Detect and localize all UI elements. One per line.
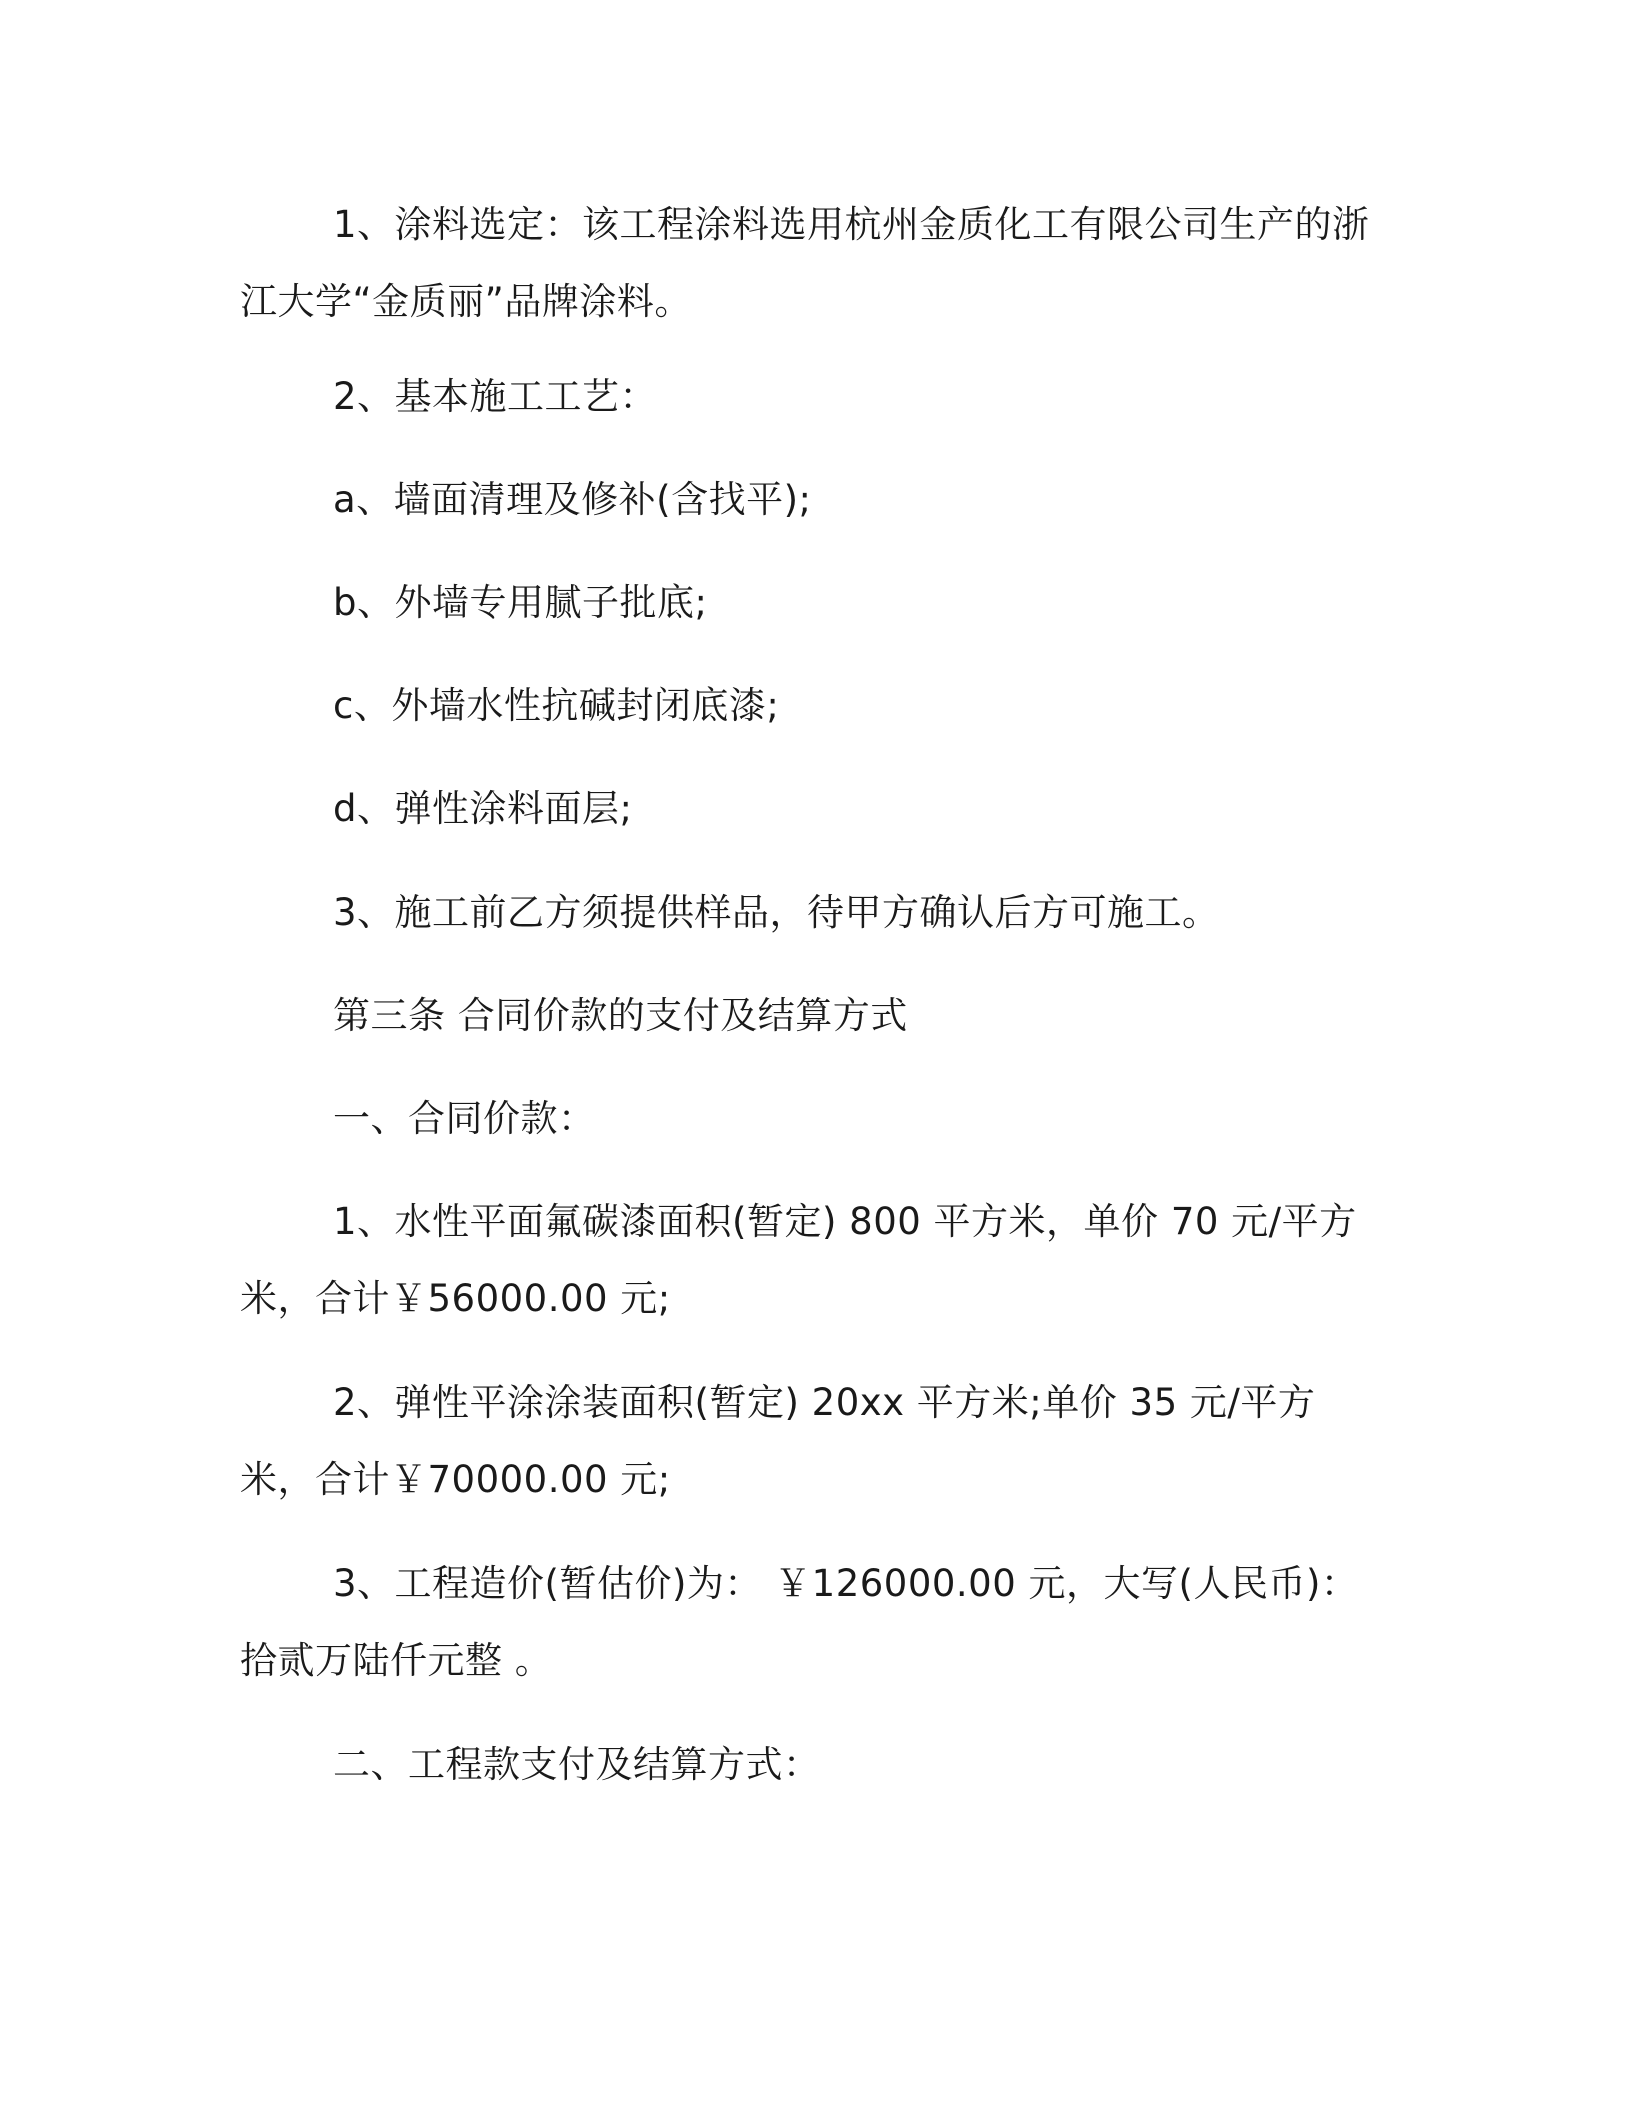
paragraph-basic-process: 2、基本施工工艺： xyxy=(333,375,658,418)
paragraph-step-a: a、墙面清理及修补(含找平); xyxy=(333,478,812,521)
paragraph-paint-selection: 1、涂料选定：该工程涂料选用杭州金质化工有限公司生产的浙江大学“金质丽”品牌涂料。 xyxy=(240,203,1370,323)
paragraph-step-d: d、弹性涂料面层; xyxy=(333,787,633,830)
section-heading-contract-price: 一、合同价款： xyxy=(333,1097,596,1140)
paragraph-total-cost: 3、工程造价(暂估价)为： ￥126000.00 元，大写(人民币)：拾贰万陆仟元整 。 xyxy=(240,1562,1359,1682)
section-heading-article-3: 第三条 合同价款的支付及结算方式 xyxy=(333,994,908,1037)
section-heading-payment: 二、工程款支付及结算方式： xyxy=(333,1743,821,1786)
paragraph-step-b: b、外墙专用腻子批底; xyxy=(333,581,708,624)
paragraph-price-item-2: 2、弹性平涂涂装面积(暂定) 20xx 平方米;单价 35 元/平方米，合计￥70000.00 元; xyxy=(240,1381,1316,1501)
paragraph-sample-requirement: 3、施工前乙方须提供样品，待甲方确认后方可施工。 xyxy=(333,891,1220,934)
paragraph-step-c: c、外墙水性抗碱封闭底漆; xyxy=(333,684,780,727)
paragraph-price-item-1: 1、水性平面氟碳漆面积(暂定) 800 平方米，单价 70 元/平方米，合计￥56000.00 元; xyxy=(240,1200,1357,1320)
